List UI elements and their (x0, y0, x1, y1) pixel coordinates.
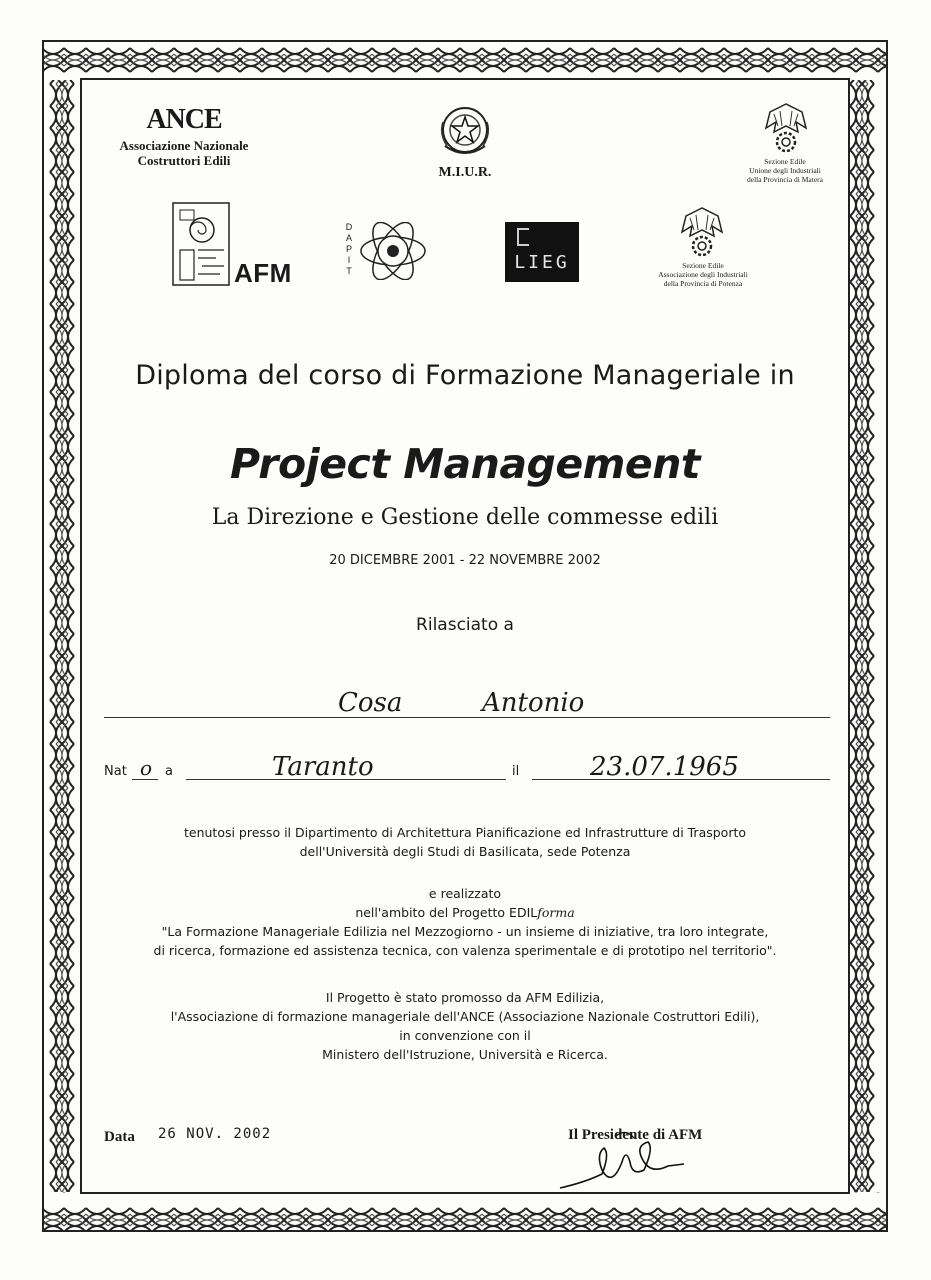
promotion-text: Il Progetto è stato promosso da AFM Edilizia, l'Associazione di formazione manageriale dell'ANCE (Associazione Nazionale Costruttori Edili), in convenzione con il Ministero dell'Istruzione, Università e Ricerca. (170, 990, 760, 1062)
recipient-line (104, 717, 830, 718)
birth-place-line (186, 779, 506, 780)
course-title: Project Management (229, 440, 700, 488)
signature-icon (556, 1118, 696, 1198)
lieg-label: LIEG (514, 252, 570, 273)
italian-republic-emblem-icon (437, 102, 493, 160)
gender-line (132, 779, 158, 780)
matera-caption: Sezione Edile Unione degli Industriali della Provincia di Matera (746, 157, 823, 184)
birth-date-line (532, 779, 830, 780)
issued-to-label: Rilasciato a (416, 615, 514, 635)
miur-label: M.I.U.R. (438, 165, 492, 180)
ance-logo-title: ANCE (146, 104, 222, 135)
eagle-gear-icon (760, 98, 812, 154)
date-label: Data (104, 1129, 135, 1145)
dapit-atom-icon (358, 222, 428, 280)
president-label: Il Presidente di AFM (568, 1127, 703, 1143)
diploma-heading: Diploma del corso di Formazione Manageriale in (135, 360, 795, 391)
afm-column-logo-icon (172, 202, 232, 286)
eagle-gear-icon (676, 202, 728, 258)
afm-label: AFM (234, 258, 292, 288)
gender-suffix: o (140, 756, 153, 780)
location-text: tenutosi presso il Dipartimento di Architettura Pianificazione ed Infrastrutture di Trasporto dell'Università degli Studi di Basilicata, sede Potenza (183, 825, 747, 859)
ance-logo-subtitle: Associazione Nazionale Costruttori Edili (119, 138, 249, 168)
dapit-letters: D A P I T (345, 222, 353, 276)
course-subtitle: La Direzione e Gestione delle commesse edili (211, 505, 719, 530)
nat-label: Nat (104, 764, 127, 779)
a-label: a (165, 764, 173, 779)
recipient-name: Antonio (482, 688, 585, 718)
recipient-surname: Cosa (338, 688, 403, 718)
date-stamp: 26 NOV. 2002 (158, 1126, 272, 1142)
birth-place: Taranto (272, 752, 374, 782)
project-text: e realizzato nell'ambito del Progetto EDILforma "La Formazione Manageriale Edilizia nel Mezzogiorno - un insieme di iniziative, tra loro integrate, di ricerca, formazione ed assistenza tecnica, con valenza sperimentale e di prototipo nel territorio". (153, 886, 777, 958)
il-label: il (512, 764, 520, 779)
birth-date: 23.07.1965 (590, 752, 739, 782)
potenza-caption: Sezione Edile Associazione degli Industriali della Provincia di Potenza (658, 261, 748, 288)
course-dates: 20 DICEMBRE 2001 - 22 NOVEMBRE 2002 (329, 553, 601, 568)
